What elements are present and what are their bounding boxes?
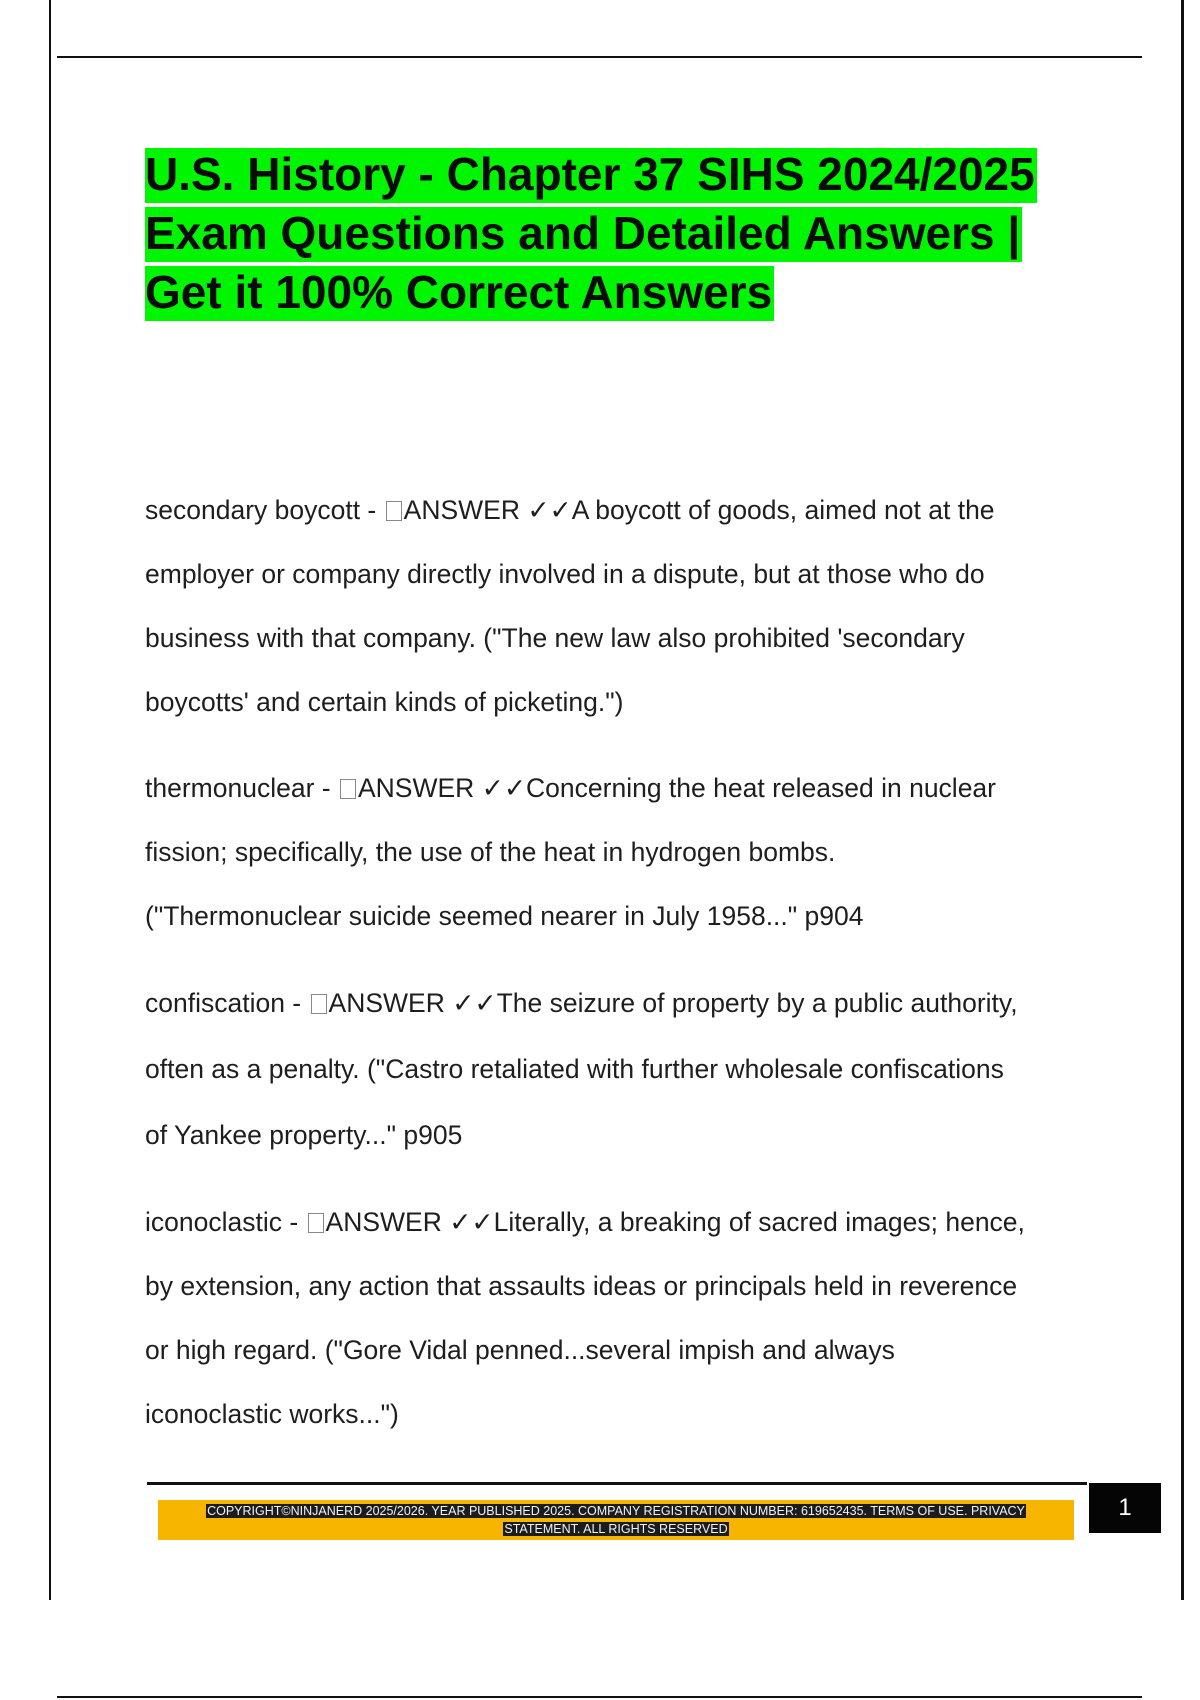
entry-term: thermonuclear - [145, 773, 331, 803]
entry-text-line: of Yankee property..." p905 [145, 1120, 463, 1150]
entry-text-line: often as a penalty. ("Castro retaliated with further wholesale confiscations [145, 1054, 1004, 1084]
missing-glyph-box-icon [386, 501, 402, 521]
entry-first-line [145, 970, 1095, 1036]
answer-marker: ANSWER ✓✓ [328, 988, 497, 1018]
entry-text-line: ("Thermonuclear suicide seemed nearer in July 1958..." p904 [145, 901, 864, 931]
qa-entry [145, 970, 1095, 1168]
copyright-line: STATEMENT. ALL RIGHTS RESERVED [504, 1522, 728, 1536]
document-title [145, 145, 1085, 322]
missing-glyph-box-icon [308, 1213, 324, 1233]
entry-text-line: boycotts' and certain kinds of picketing.") [145, 687, 624, 717]
answer-marker: ANSWER ✓✓ [357, 773, 527, 803]
qa-entry [145, 478, 1095, 734]
entry-text-line: business with that company. ("The new law also prohibited 'secondary [145, 623, 965, 653]
qa-entry [145, 1190, 1095, 1446]
copyright-line: COPYRIGHT©NINJANERD 2025/2026. YEAR PUBLISHED 2025. COMPANY REGISTRATION NUMBER: 619652435. TERMS OF USE. PRIVACY [207, 1504, 1025, 1518]
entry-first-line [145, 1190, 1095, 1254]
entry-first-line [145, 756, 1095, 820]
entry-text-line: employer or company directly involved in a dispute, but at those who do [145, 559, 985, 589]
answer-marker: ANSWER ✓✓ [325, 1207, 494, 1237]
qa-entry [145, 756, 1095, 948]
entry-text-line: or high regard. ("Gore Vidal penned...several impish and always [145, 1335, 895, 1365]
entry-text-line: iconoclastic works...") [145, 1399, 399, 1429]
title-line: Get it 100% Correct Answers [145, 266, 774, 321]
page-border-left [49, 0, 51, 1600]
entry-first-line [145, 478, 1095, 542]
entry-text-line: Concerning the heat released in nuclear [526, 773, 996, 803]
entry-text-line: fission; specifically, the use of the heat in hydrogen bombs. [145, 837, 836, 867]
page-number: 1 [1089, 1483, 1161, 1533]
answer-marker: ANSWER ✓✓ [403, 495, 572, 525]
entry-text-line: Literally, a breaking of sacred images; hence, [493, 1207, 1025, 1237]
header-rule [57, 56, 1142, 58]
page-border-right [1181, 0, 1184, 1600]
entry-text-line: A boycott of goods, aimed not at the [571, 495, 995, 525]
title-line: U.S. History - Chapter 37 SIHS 2024/2025 [145, 148, 1037, 203]
footer-page-rule [57, 1696, 1142, 1698]
entry-text-line: The seizure of property by a public authority, [496, 988, 1018, 1018]
title-line: Exam Questions and Detailed Answers | [145, 207, 1022, 262]
qa-list [145, 478, 1095, 1446]
entry-text-line: by extension, any action that assaults ideas or principals held in reverence [145, 1271, 1018, 1301]
missing-glyph-box-icon [311, 994, 327, 1014]
footer-rule [147, 1482, 1087, 1485]
missing-glyph-box-icon [340, 779, 356, 799]
entry-term: secondary boycott - [145, 495, 377, 525]
footer-copyright [170, 1502, 1062, 1538]
entry-term: iconoclastic - [145, 1207, 299, 1237]
entry-term: confiscation - [145, 988, 302, 1018]
